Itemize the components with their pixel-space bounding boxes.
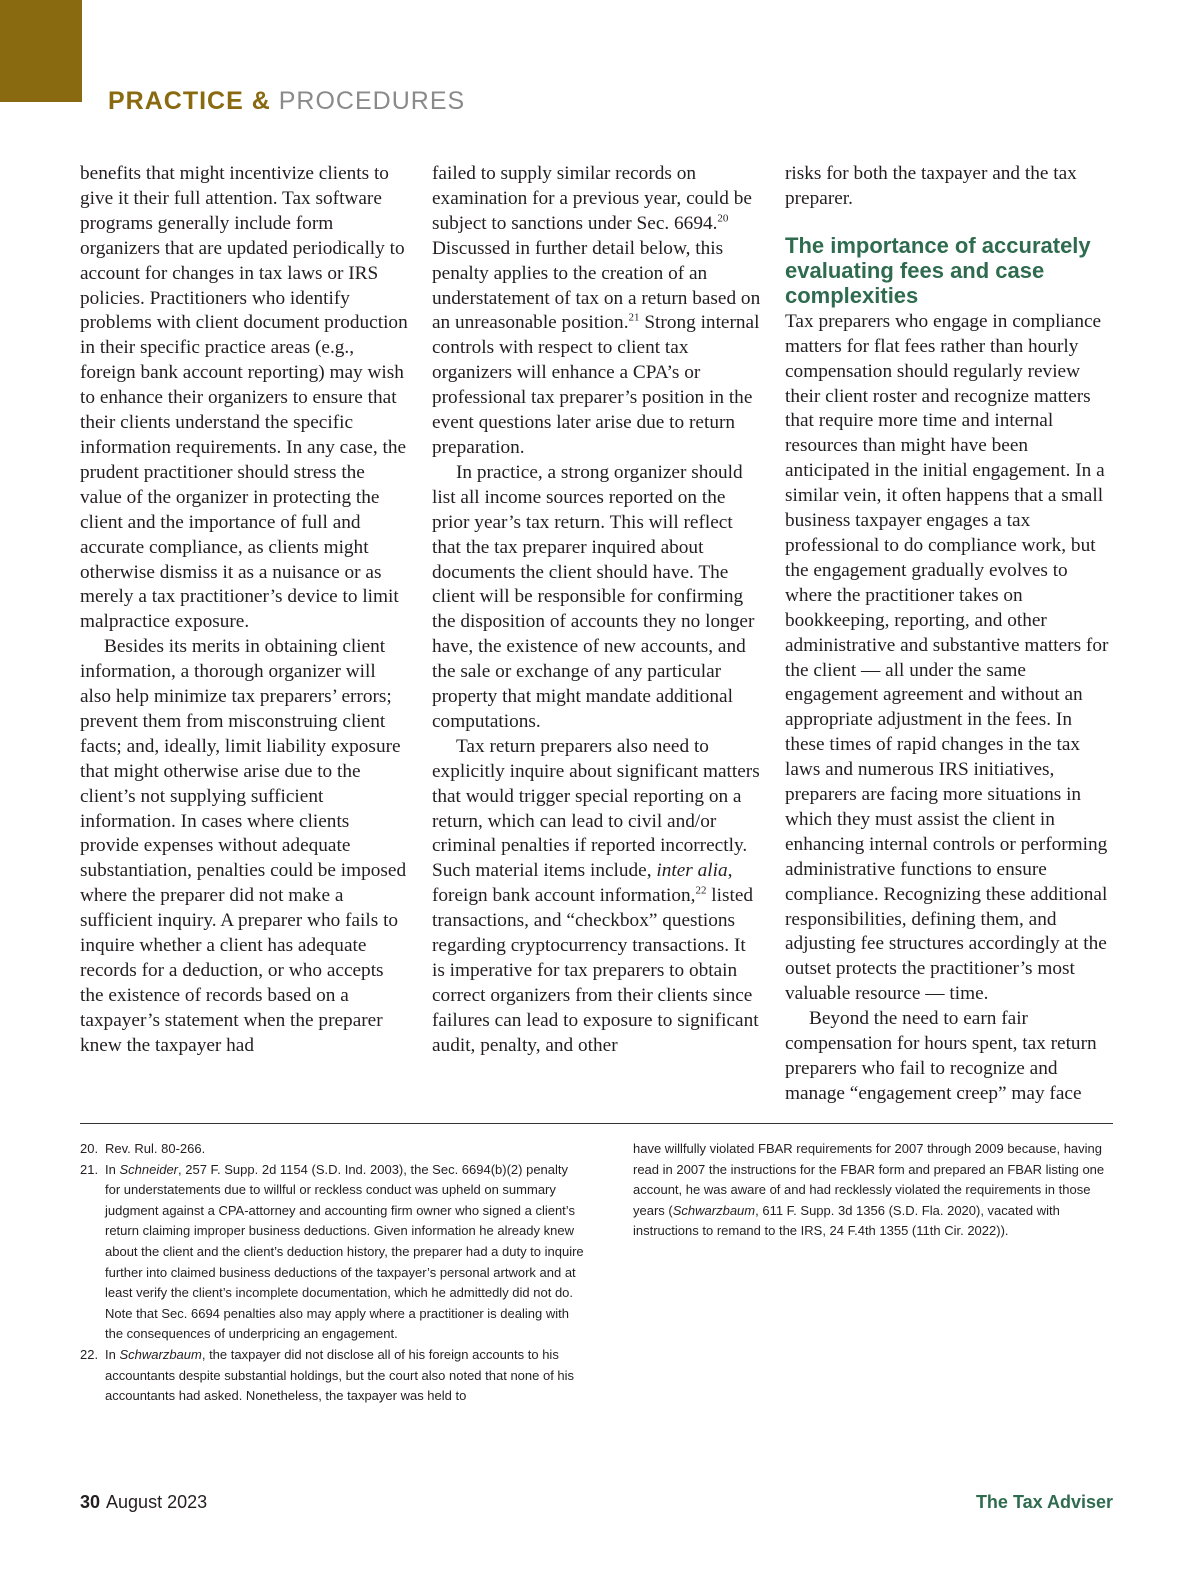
paragraph: risks for both the taxpayer and the tax preparer. — [785, 163, 1077, 209]
text-run: failed to supply similar records on examination for a previous year, could be subject to sanctions under Sec. 6694. — [432, 163, 752, 234]
footnote-22-continued — [633, 1139, 1113, 1242]
body-column-2 — [432, 162, 762, 1059]
footnote-text: , the taxpayer did not disclose all of his foreign accounts to his accountants despite substantial holdings, but the court also noted that none of his accountants had asked. Nonetheless, the taxpayer was held to — [105, 1346, 575, 1404]
footnote-text: , 611 F. Supp. 3d 1356 (S.D. Fla. 2020), vacated with instructions to remand to the IRS, 24 F.4th 1355 (11th Cir. 2022)). — [633, 1202, 1060, 1239]
footnote-divider — [80, 1123, 1113, 1124]
text-run: listed transactions, and “checkbox” questions regarding cryptocurrency transactions. It is imperative for tax preparers to obtain correct organizers from their clients since failures can lead to exposure to significant audit, penalty, and other — [432, 885, 759, 1056]
paragraph: Beyond the need to earn fair compensation for hours spent, tax return preparers who fail to recognize and manage “engagement creep” may face — [785, 1008, 1097, 1104]
publication-name: The Tax Adviser — [975, 1492, 1113, 1512]
footnote-ref-22: 22 — [695, 884, 707, 897]
footnote-number: 22. — [80, 1346, 99, 1362]
footnote-20 — [80, 1139, 585, 1160]
footnotes-right-column — [633, 1139, 1113, 1242]
corner-color-block — [0, 0, 82, 102]
case-name: Schwarzbaum — [119, 1346, 202, 1362]
body-column-1 — [80, 162, 410, 1059]
subheading: The importance of accurately evaluating fees and case complexities — [785, 232, 1091, 308]
footnote-text: have willfully violated FBAR requirements for 2007 through 2009 because, having read in 2007 the instructions for the FBAR form and prepared an FBAR listing one account, he was aware of and had recklessly violated the requirements in those years ( — [633, 1141, 1105, 1218]
section-header-bold: PRACTICE & — [108, 87, 271, 115]
footnote-ref-20: 20 — [717, 212, 729, 225]
footnotes-left-column — [80, 1139, 585, 1407]
section-header — [108, 86, 465, 116]
footnote-text: , 257 F. Supp. 2d 1154 (S.D. Ind. 2003), the Sec. 6694(b)(2) penalty for understatements due to willful or reckless conduct was upheld on summary judgment against a CPA-attorney and accounting firm owner who signed a client’s return claiming improper business deductions. Given information he already knew about the client and the client’s deduction history, the preparer had a duty to inquire further into claimed business deductions of the taxpayer’s personal artwork and at least verify the client’s incomplete documentation, which he admittedly did not do. Note that Sec. 6694 penalties also may apply where a practitioner is dealing with the consequences of underpricing an engagement. — [105, 1161, 584, 1342]
paragraph — [432, 735, 762, 1059]
text-run: Strong internal controls with respect to client tax organizers will enhance a CPA’s or professional tax preparer’s position in the event questions later arise due to return preparation. — [432, 312, 760, 458]
paragraph: Tax preparers who engage in compliance matters for flat fees rather than hourly compensation should regularly review their client roster and recognize matters that require more time and internal resources than might have been anticipated in the initial engagement. In a similar vein, it often happens that a small business taxpayer engages a tax professional to do compliance work, but the engagement gradually evolves to where the practitioner takes on bookkeeping, reporting, and other administrative and substantive matters for the client — all under the same engagement agreement and without an appropriate adjustment in the fees. In these times of rapid changes in the tax laws and numerous IRS initiatives, preparers are facing more situations in which they must assist the client in enhancing internal controls or performing administrative functions to ensure compliance. Recognizing these additional responsibilities, defining them, and adjusting fee structures accordingly at the outset protects the practitioner’s most valuable resource — time. — [785, 310, 1109, 1005]
footnote-text: In — [105, 1161, 120, 1177]
footnote-21 — [80, 1160, 585, 1345]
text-run: Tax return preparers also need to explicitly inquire about significant matters that would trigger special reporting on a return, which can lead to civil and/or criminal penalties if reported incorrectly. Such material items include, — [432, 735, 760, 882]
paragraph — [432, 162, 762, 461]
body-column-3 — [785, 162, 1115, 1107]
paragraph: In practice, a strong organizer should list all income sources reported on the prior year’s tax return. This will reflect that the tax preparer inquired about documents the client should have. The client will be responsible for confirming the disposition of accounts they no longer have, the existence of new accounts, and the sale or exchange of any particular property that might mandate additional computations. — [432, 461, 755, 732]
footnote-22 — [80, 1345, 585, 1407]
text-run: Discussed in further detail below, this penalty applies to the creation of an understatement of tax on a return based on an unreasonable position. — [432, 237, 761, 334]
text-run: , foreign bank account information, — [432, 860, 733, 907]
issue-date: August 2023 — [106, 1492, 208, 1512]
paragraph: benefits that might incentivize clients to give it their full attention. Tax software programs generally include form organizers that are updated periodically to account for changes in tax laws or IRS policies. Practitioners who identify problems with client document production in their specific practice areas (e.g., foreign bank account reporting) may wish to enhance their organizers to ensure that their clients understand the specific information requirements. In any case, the prudent practitioner should stress the value of the organizer in protecting the client and the importance of full and accurate compliance, as clients might otherwise dismiss it as a nuisance or as merely a tax practitioner’s device to limit malpractice exposure. — [80, 163, 408, 633]
footnote-text: In — [105, 1346, 120, 1362]
case-name: Schneider — [119, 1161, 179, 1177]
page-number: 30 — [80, 1492, 101, 1512]
footnote-ref-21: 21 — [628, 312, 640, 325]
case-name: Schwarzbaum — [672, 1202, 756, 1218]
paragraph: Besides its merits in obtaining client information, a thorough organizer will also help minimize tax preparers’ errors; prevent them from misconstruing client facts; and, ideally, limit liability exposure that might otherwise arise due to the client’s not supplying sufficient information. In cases where clients provide expenses without adequate substantiation, penalties could be imposed where the preparer did not make a sufficient inquiry. A preparer who fails to inquire whether a client has adequate records for a deduction, or who accepts the existence of records based on a taxpayer’s statement when the preparer knew the taxpayer had — [80, 636, 407, 1056]
footnote-number: 20. — [80, 1141, 99, 1156]
page-footer — [80, 1492, 1113, 1516]
italic-term: inter alia — [656, 860, 728, 882]
section-header-light: PROCEDURES — [278, 87, 466, 115]
footnote-number: 21. — [80, 1161, 99, 1177]
footnote-text: Rev. Rul. 80-266. — [105, 1141, 206, 1156]
